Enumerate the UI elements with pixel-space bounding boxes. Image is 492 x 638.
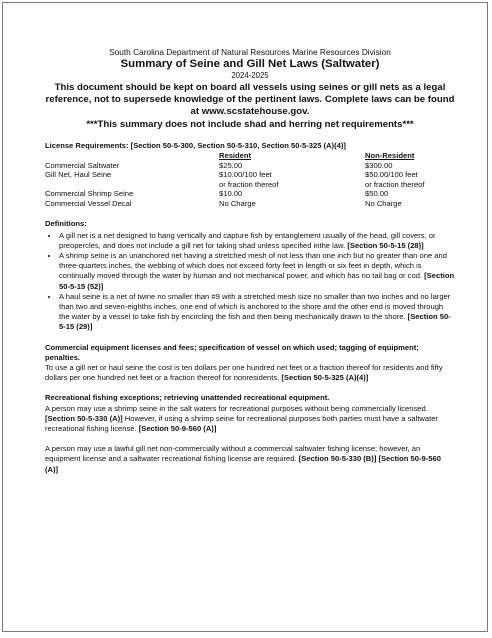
table-row: [45, 170, 455, 189]
recreational-paragraph-1: [45, 404, 455, 435]
list-item: [59, 231, 455, 251]
nonresident-fee-line2: or fraction thereof: [365, 179, 425, 189]
list-item: [59, 251, 455, 292]
license-table-header: [45, 151, 455, 161]
section-reference: [Section 50-5-330 (B)] [Section 50-9-560 (A)]: [45, 454, 441, 474]
section-reference: [Section 50-9-560 (A)]: [138, 424, 217, 434]
recreational-text-a: A person may use a shrimp seine in the salt waters for recreational purposes without being commercially licensed.: [45, 403, 428, 413]
resident-fee: $25.00: [219, 160, 243, 170]
license-type: Commercial Vessel Decal: [45, 198, 132, 208]
commercial-text: To use a gill net or haul seine the cost is ten dollars per one hundred net feet or a fraction thereof for residents and fifty dollars per one hundred net feet or a fraction thereof for nonresidents.: [45, 363, 443, 383]
license-type: Commercial Saltwater: [45, 160, 120, 170]
list-item: [59, 292, 455, 333]
definition-text: A shrimp seine is an unanchored net having a stretched mesh of not less than one inch but no greater than one and three-quarters inches, the webbing of which does not exceed forty feet in length or six feet in depth, which is continually moved through the water by human and not mechanical power, and which has no tail bag or cod.: [59, 250, 447, 281]
section-reference: [Section 50-5-325 (A)(4)]: [281, 373, 369, 383]
definition-text: A gill net is a net designed to hang vertically and capture fish by entanglement usually of the head, gill covers, or preopercles, and does not include a gill net for taking shad unless specified inthe law.: [59, 230, 436, 250]
recreational-paragraph-2: [45, 444, 455, 475]
resident-fee: $10.00: [219, 189, 243, 199]
nonresident-fee: $50.00: [365, 189, 389, 199]
license-heading: License Requirements: [Section 50-5-300, Section 50-5-310, Section 50-5-325 (A)(4)]: [45, 141, 346, 150]
resident-fee-line2: or fraction thereof: [219, 179, 279, 189]
license-type: Commercial Shrimp Seine: [45, 189, 134, 199]
nonresident-fee-line1: $50.00/100 feet: [365, 170, 418, 180]
resident-column-header: Resident: [219, 151, 252, 160]
nonresident-fee: $300.00: [365, 160, 393, 170]
table-row: [45, 161, 455, 171]
definitions-list: [45, 231, 455, 333]
nonresident-column-header: Non-Resident: [365, 151, 415, 160]
document-page: [2, 2, 488, 632]
license-table: [45, 151, 455, 209]
recreational-heading: Recreational fishing exceptions; retrieving unattended recreational equipment.: [45, 393, 330, 403]
commercial-heading: Commercial equipment licenses and fees; specification of vessel on which used; tagging of equipment; penalties.: [45, 342, 419, 362]
nonresident-fee: No Charge: [365, 198, 402, 208]
document-year: 2024-2025: [231, 71, 269, 80]
document-content: [45, 47, 455, 475]
shad-herring-notice: ***This summary does not include shad and herring net requirements***: [86, 119, 414, 130]
license-type: Gill Net, Haul Seine: [45, 170, 112, 180]
definitions-heading: Definitions:: [45, 218, 87, 228]
table-row: [45, 199, 455, 209]
nonresident-fee: [365, 170, 455, 189]
commercial-paragraph: [45, 363, 455, 383]
recreational-text-b: However, if using a shrimp seine for recreational purposes both parties must have a saltwater recreational fishing license.: [45, 413, 438, 434]
document-title: Summary of Seine and Gill Net Laws (Saltwater): [120, 58, 380, 70]
section-reference: [Section 50-5-15 (29)]: [59, 312, 451, 332]
resident-fee: [219, 170, 365, 189]
section-reference: [Section 50-5-330 (A)]: [45, 413, 123, 423]
section-reference: [Section 50-5-15 (28)]: [347, 240, 424, 250]
agency-name: South Carolina Department of Natural Resources Marine Resources Division: [109, 47, 391, 57]
resident-fee-line1: $10.00/100 feet: [219, 170, 272, 180]
table-row: [45, 189, 455, 199]
resident-fee: No Charge: [219, 198, 256, 208]
license-header-blank: [45, 151, 219, 161]
definition-text: A haul seine is a net of twine no smaller than #9 with a stretched mesh size no smaller than two inches and no larger than two and seven-eighths inches, one end of which is anchored to the shore and the other end is moved through the water by a vessel to take fish by encircling the fish and then being mechanically drawn to the shore.: [59, 291, 451, 322]
recreational-text-2: A person may use a lawful gill net non-commercially without a commercial saltwater fishing license; however, an equipment license and a saltwater recreational fishing license are required.: [45, 444, 421, 464]
onboard-notice: This document should be kept on board all vessels using seines or gill nets as a legal reference, not to supersede knowledge of the pertinent laws. Complete laws can be found at www.scstatehouse.gov.: [45, 82, 455, 117]
section-reference: [Section 50-5-15 (52)]: [59, 271, 455, 291]
